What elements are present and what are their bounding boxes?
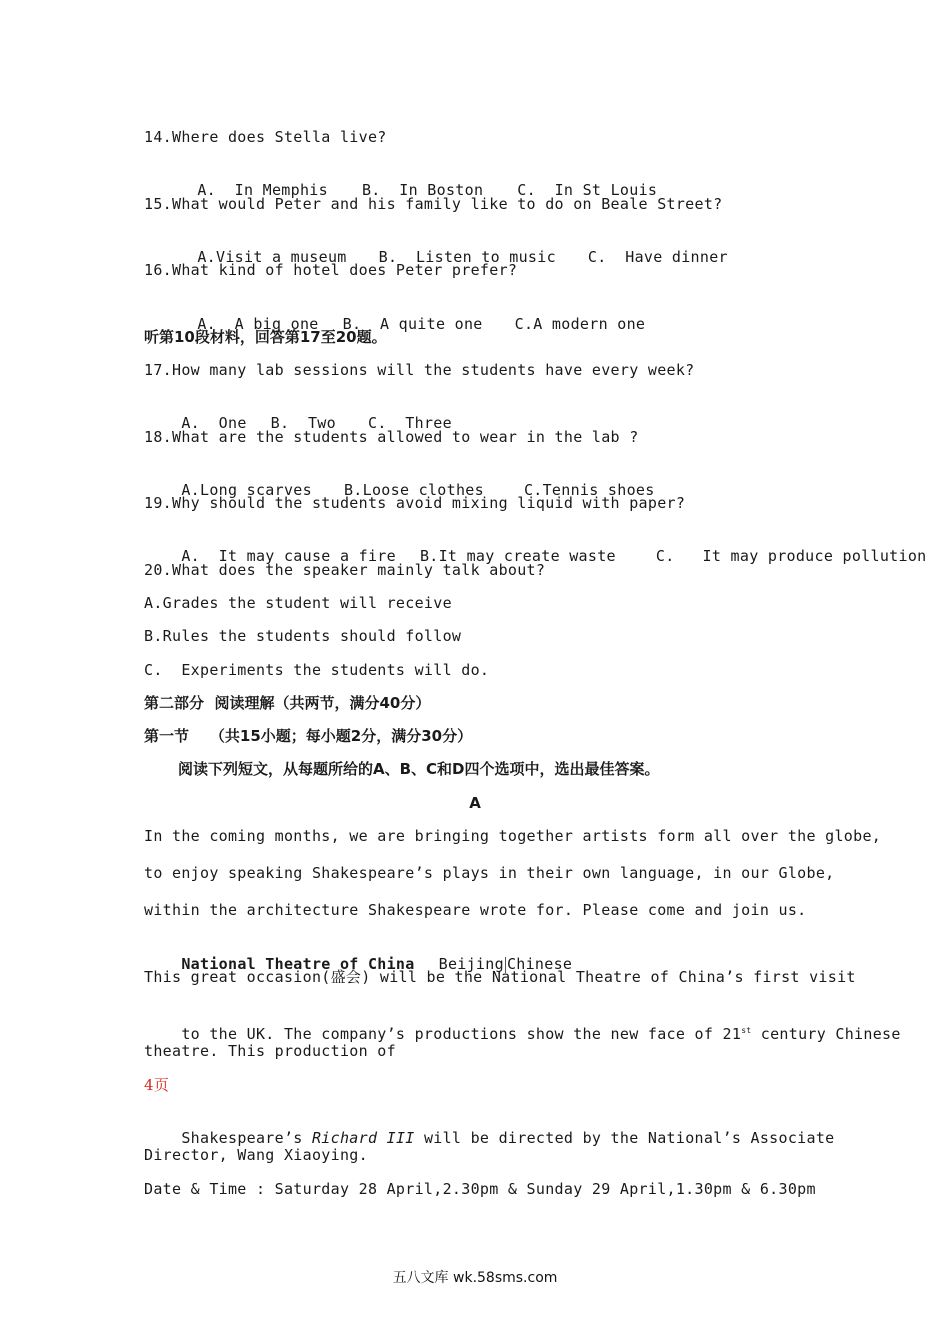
body-line-4-end: will be directed by the National’s Associate [414, 1129, 835, 1147]
section-10-heading: 听第10段材料，回答第17至20题。 [144, 328, 387, 346]
intro-line-2: to enjoy speaking Shakespeare’s plays in their own language, in our Globe, [144, 864, 835, 882]
play-title: Richard III [311, 1129, 415, 1147]
question-20-option-c: C. Experiments the students will do. [144, 661, 490, 679]
footer-watermark: 五八文库 wk.58sms.com [392, 1270, 558, 1286]
option-c: C. It may produce pollution [655, 547, 927, 565]
body-line-1: This great occasion(盛会) will be the National Theatre of China’s first visit [144, 968, 856, 986]
question-19: 19.Why should the students avoid mixing liquid with paper? [144, 494, 686, 512]
body-line-5: Director, Wang Xiaoying. [144, 1146, 368, 1164]
option-a: A. A big one [197, 315, 319, 333]
intro-line-3: within the architecture Shakespeare wrote for. Please come and join us. [144, 901, 807, 919]
option-b: B.It may create waste [419, 547, 616, 565]
option-c: C.Tennis shoes [523, 481, 655, 499]
option-b: B.Loose clothes [343, 481, 484, 499]
question-20: 20.What does the speaker mainly talk about? [144, 561, 546, 579]
superscript: st [741, 1026, 752, 1035]
section-1-heading: 第一节 （共15小题；每小题2分，满分30分） [144, 727, 473, 745]
body-line-3: theatre. This production of [144, 1042, 396, 1060]
option-a: A. It may cause a fire [181, 547, 396, 565]
question-20-option-a: A.Grades the student will receive [144, 594, 452, 612]
company-city: Beijing [438, 955, 504, 973]
option-c: C. Have dinner [587, 248, 728, 266]
company-name: National Theatre of China [181, 955, 415, 973]
question-18: 18.What are the students allowed to wear in the lab ? [144, 428, 639, 446]
option-b: B. Listen to music [378, 248, 556, 266]
option-c: C.A modern one [514, 315, 646, 333]
company-language: Chinese [506, 955, 573, 973]
body-line-4-text: Shakespeare’s [181, 1129, 312, 1147]
question-16: 16.What kind of hotel does Peter prefer? [144, 261, 518, 279]
option-b: B. A quite one [342, 315, 483, 333]
question-15: 15.What would Peter and his family like to do on Beale Street? [144, 195, 723, 213]
option-c: C. Three [367, 414, 452, 432]
option-b: B. Two [270, 414, 336, 432]
option-a: A. One [181, 414, 247, 432]
question-20-option-b: B.Rules the students should follow [144, 627, 462, 645]
date-time-line: Date & Time : Saturday 28 April,2.30pm & Sunday 29 April,1.30pm & 6.30pm [144, 1180, 816, 1198]
body-line-2-text: to the UK. The company’s productions show the new face of 21 [181, 1025, 742, 1043]
option-b: B. In Boston [361, 181, 484, 199]
passage-letter: A [469, 794, 481, 812]
part-2-heading: 第二部分 阅读理解（共两节，满分40分） [144, 694, 431, 712]
option-a: A.Long scarves [181, 481, 312, 499]
option-a: A. In Memphis [197, 181, 328, 199]
question-14: 14.Where does Stella live? [144, 128, 387, 146]
reading-instructions: 阅读下列短文，从每题所给的A、B、C和D四个选项中，选出最佳答案。 [178, 760, 660, 778]
intro-line-1: In the coming months, we are bringing together artists form all over the globe, [144, 827, 882, 845]
option-a: A.Visit a museum [197, 248, 347, 266]
body-line-2-end: century Chinese [751, 1025, 901, 1043]
page-number: 4页 [144, 1076, 170, 1094]
question-17: 17.How many lab sessions will the students have every week? [144, 361, 695, 379]
option-c: C. In St Louis [517, 181, 658, 199]
